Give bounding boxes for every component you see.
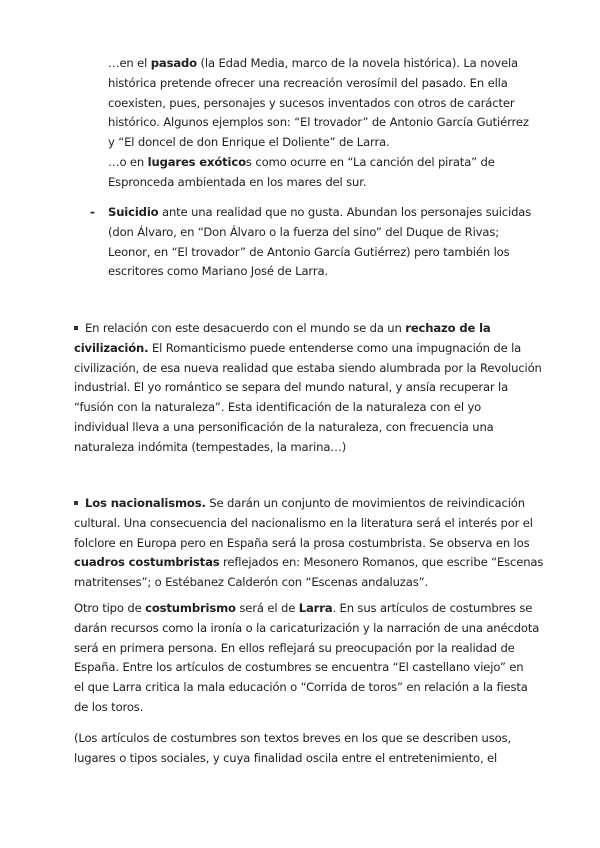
text-run: (la Edad Media, marco de la novela histórica). La novela [196, 56, 518, 70]
paragraph-nacionalismos [74, 494, 543, 593]
text-line [74, 339, 542, 359]
text-run: s como ocurre en “La canción del pirata” de [245, 154, 495, 169]
text-line [74, 698, 539, 718]
text-line [108, 113, 529, 133]
text-run: El Romanticismo puede entenderse como una impugnación de la [148, 340, 522, 355]
text-run: y “El doncel de don Enrique el Doliente” de Larra. [108, 135, 390, 150]
text-run: “fusión con la naturaleza”. Esta identificación de la naturaleza con el yo [74, 400, 482, 415]
text-line [74, 639, 539, 659]
text-run: ante una realidad que no gusta. Abundan los personajes suicidas [158, 205, 532, 219]
text-run: individual lleva a una personificación de la naturaleza, con frecuencia una [74, 419, 494, 434]
text-line [74, 749, 511, 769]
bold-term: pasado [150, 56, 197, 70]
text-line [108, 74, 529, 94]
text-line [74, 514, 543, 534]
text-line [108, 223, 531, 243]
text-line [74, 729, 511, 749]
bold-term: civilización. [74, 340, 149, 355]
text-run: civilización, de esa nueva realidad que estaba siendo alumbrada por la Revolución [74, 360, 542, 375]
text-run: coexisten, pues, personajes y sucesos inventados con otros de carácter [108, 95, 515, 110]
text-run [85, 496, 525, 510]
text-run: Se darán un conjunto de movimientos de reivindicación [205, 496, 525, 510]
text-run: (Los artículos de costumbres son textos breves en los que se describen usos, [74, 731, 512, 745]
text-line [108, 94, 529, 114]
text-line [74, 658, 539, 678]
text-line [108, 173, 529, 193]
paragraph-pasado [108, 54, 529, 193]
text-run: Otro tipo de [74, 601, 146, 615]
bold-term: Larra [298, 601, 333, 615]
bold-term: cuadros costumbristas [74, 555, 220, 570]
text-line [74, 438, 542, 458]
text-run: naturaleza indómita (tempestades, la marina…) [74, 439, 347, 454]
text-line [74, 573, 543, 593]
text-run: …o en [108, 154, 148, 169]
text-line [74, 534, 543, 554]
text-run: será el de [235, 601, 299, 615]
text-run: escritores como Mariano José de Larra. [108, 264, 328, 279]
text-run: el que Larra critica la mala educación o “Corrida de toros” en relación a la fiesta [74, 680, 528, 695]
text-line [74, 418, 542, 438]
bold-term: costumbrismo [145, 601, 236, 615]
text-run: histórico. Algunos ejemplos son: “El trovador” de Antonio García Gutiérrez [108, 115, 529, 130]
text-line [108, 262, 531, 282]
bold-term: rechazo de la [405, 321, 491, 335]
text-run: darán recursos como la ironía o la caricaturización y la narración de una anécdota [74, 620, 540, 635]
text-line [74, 359, 542, 379]
text-line [108, 153, 529, 173]
paragraph-articulos-costumbres [74, 729, 511, 769]
text-run: España. Entre los artículos de costumbres se encuentra “El castellano viejo” en [74, 660, 524, 675]
paragraph-rechazo-civilizacion [74, 319, 542, 458]
text-run: lugares o tipos sociales, y cuya finalidad oscila entre el entretenimiento, el [74, 750, 498, 765]
text-line [74, 378, 542, 398]
text-run: Espronceda ambientada en los mares del sur. [108, 174, 367, 189]
text-line [74, 398, 542, 418]
text-run: matritenses”; o Estébanez Calderón con “Escenas andaluzas”. [74, 575, 428, 590]
text-run: histórica pretende ofrecer una recreación verosímil del pasado. En ella [108, 75, 508, 90]
paragraph-costumbrismo-larra [74, 599, 539, 718]
square-bullet [74, 501, 78, 505]
text-run: cultural. Una consecuencia del nacionalismo en la literatura será el interés por el [74, 515, 533, 530]
text-line [74, 619, 539, 639]
text-run: …en el [108, 56, 151, 70]
text-line-first [74, 494, 543, 514]
text-line [74, 599, 539, 619]
bold-term: Suicidio [108, 205, 159, 219]
text-run: En relación con este desacuerdo con el mundo se da un [85, 321, 406, 335]
text-run: será en primera persona. En ellos reflejará su preocupación por la realidad de [74, 640, 515, 655]
text-line [74, 678, 539, 698]
text-run: . En sus artículos de costumbres se [332, 601, 533, 615]
paragraph-suicidio [108, 203, 531, 282]
text-run: de los toros. [74, 699, 144, 714]
dash-bullet: - [90, 205, 95, 219]
text-line [74, 553, 543, 573]
bold-term: lugares exótico [147, 154, 246, 169]
text-run: (don Álvaro, en “Don Álvaro o la fuerza del sino” del Duque de Rivas; [108, 224, 499, 239]
bold-term: Los nacionalismos. [85, 496, 206, 510]
text-run: folclore en Europa pero en España será la prosa costumbrista. Se observa en los [74, 535, 530, 550]
text-run: Leonor, en “El trovador” de Antonio García Gutiérrez) pero también los [108, 244, 510, 259]
text-line-first [74, 319, 542, 339]
text-run: reflejados en: Mesonero Romanos, que escribe “Escenas [219, 555, 544, 570]
text-line [108, 243, 531, 263]
text-line [108, 54, 529, 74]
square-bullet [74, 326, 78, 330]
text-run [85, 321, 491, 335]
text-run: industrial. El yo romántico se separa del mundo natural, y ansía recuperar la [74, 380, 509, 395]
text-line [108, 133, 529, 153]
text-line [108, 203, 531, 223]
